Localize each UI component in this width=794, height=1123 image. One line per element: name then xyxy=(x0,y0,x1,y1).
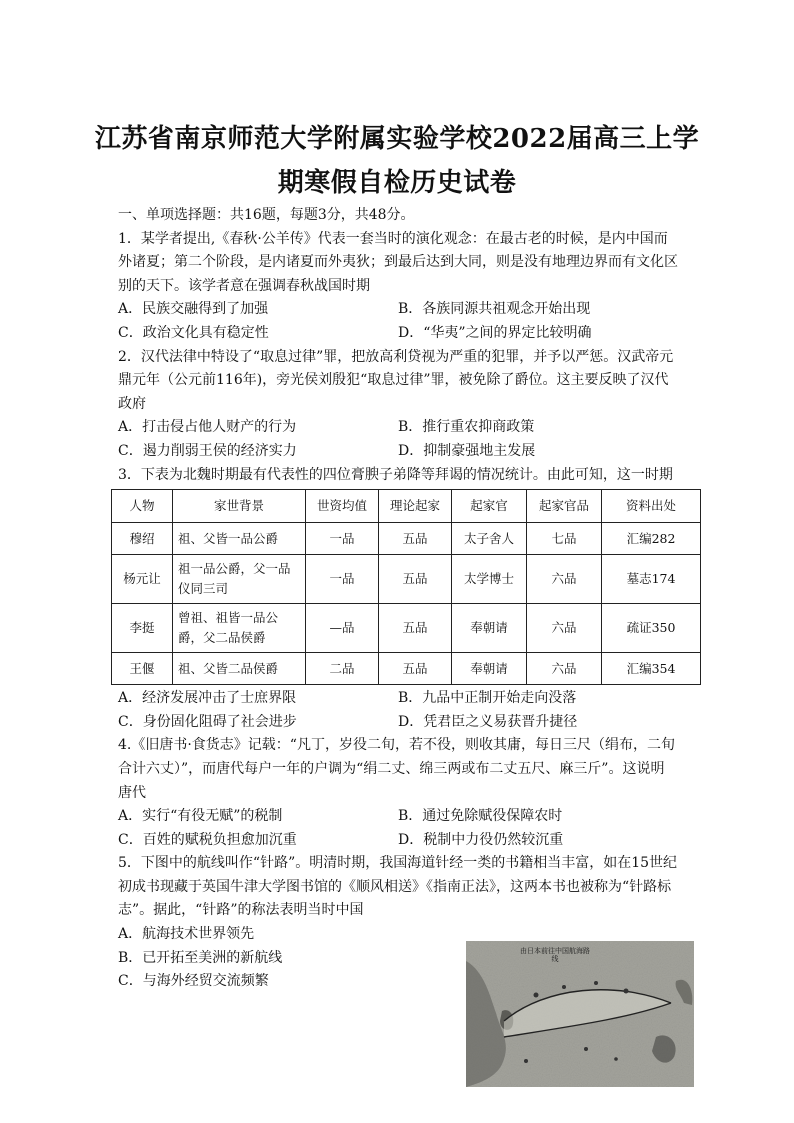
table-cell: 汇编354 xyxy=(602,653,701,685)
options xyxy=(118,298,678,345)
table-cell: 太子舍人 xyxy=(452,523,527,555)
table-row xyxy=(112,653,701,685)
option-b[interactable]: B．通过免除赋役保障农时 xyxy=(398,808,563,825)
option-d[interactable]: D．抑制豪强地主发展 xyxy=(398,442,536,459)
table-cell: 五品 xyxy=(379,555,452,604)
table-cell: 汇编282 xyxy=(602,523,701,555)
question-3 xyxy=(118,464,678,735)
question-2 xyxy=(118,346,678,464)
question-stem: 1．某学者提出,《春秋·公羊传》代表一套当时的演化观念：在最古老的时候，是内中国而外诸夏；第二个阶段，是内诸夏而外夷狄；到最后达到大同，则是没有地理边界而有文化区别的天下。该学者意在强调春秋战国时期 xyxy=(118,230,678,294)
table-header: 世资均值 xyxy=(306,490,379,523)
table-cell: —品 xyxy=(306,604,379,653)
table-cell: 六品 xyxy=(527,555,602,604)
data-table xyxy=(111,489,701,685)
table-cell: 墓志174 xyxy=(602,555,701,604)
table-cell: 李挺 xyxy=(112,604,173,653)
table-cell: 一品 xyxy=(306,555,379,604)
option-d[interactable]: D．税制中力役仍然较沉重 xyxy=(398,831,564,848)
table-header: 家世背景 xyxy=(173,490,306,523)
table-cell: 五品 xyxy=(379,653,452,685)
table-cell: 六品 xyxy=(527,604,602,653)
options xyxy=(118,416,678,463)
table-cell: 曾祖、祖皆一品公爵，父二品侯爵 xyxy=(173,604,306,653)
option-c[interactable]: C．百姓的赋税负担愈加沉重 xyxy=(118,831,297,848)
table-row xyxy=(112,523,701,555)
table-cell: 奉朝请 xyxy=(452,604,527,653)
table-cell: 奉朝请 xyxy=(452,653,527,685)
option-a[interactable]: A．打击侵占他人财产的行为 xyxy=(118,419,297,436)
option-a[interactable]: A．经济发展冲击了士庶界限 xyxy=(118,690,297,707)
table-header: 人物 xyxy=(112,490,173,523)
option-c[interactable]: C．政治文化具有稳定性 xyxy=(118,324,269,341)
option-d[interactable]: D．凭君臣之义易获晋升捷径 xyxy=(398,713,578,730)
table-row xyxy=(112,604,701,653)
table-cell: 祖、父皆一品公爵 xyxy=(173,523,306,555)
sea-route-map xyxy=(466,941,694,1087)
option-b[interactable]: B．九品中正制开始走向没落 xyxy=(398,690,577,707)
table-header: 资料出处 xyxy=(602,490,701,523)
table-header: 理论起家 xyxy=(379,490,452,523)
table-cell: 二品 xyxy=(306,653,379,685)
option-b[interactable]: B．推行重农抑商政策 xyxy=(398,419,535,436)
table-cell: 杨元让 xyxy=(112,555,173,604)
option-b[interactable]: B．各族同源共祖观念开始出现 xyxy=(398,301,591,318)
question-stem: 2．汉代法律中特设了“取息过律”罪，把放高利贷视为严重的犯罪，并予以严惩。汉武帝元鼎元年（公元前116年)，旁光侯刘殷犯“取息过律”罪，被免除了爵位。这主要反映了汉代政府 xyxy=(118,348,674,412)
question-stem: 4.《旧唐书·食货志》记载：“凡丁，岁役二旬，若不役，则收其庸，每日三尺（绢布，二旬合计六丈）”，而唐代每户一年的户调为“绢二丈、绵三两或布二丈五尺、麻三斤”。这说明唐代 xyxy=(118,737,675,801)
table-cell: 祖、父皆二品侯爵 xyxy=(173,653,306,685)
option-a[interactable]: A．航海技术世界领先 xyxy=(118,926,255,943)
document-title-line1: 江苏省南京师范大学附属实验学校2022届高三上学 xyxy=(94,124,700,154)
table-cell: 一品 xyxy=(306,523,379,555)
option-a[interactable]: A．实行“有役无赋”的税制 xyxy=(118,808,283,825)
question-stem: 5．下图中的航线叫作“针路”。明清时期，我国海道针经一类的书籍相当丰富，如在15世纪初成书现藏于英国牛津大学图书馆的《顺风相送》《指南正法》，这两本书也被称为“针路标志”。据此，“针路”的称法表明当时中国 xyxy=(118,855,678,919)
exam-content xyxy=(118,204,678,994)
table-cell: 五品 xyxy=(379,523,452,555)
options xyxy=(118,687,678,734)
table-cell: 王偃 xyxy=(112,653,173,685)
table-cell: 七品 xyxy=(527,523,602,555)
section-heading: 一、单项选择题：共16题，每题3分，共48分。 xyxy=(118,207,415,223)
map-label: 由日本前往中国航海路线 xyxy=(520,947,590,963)
question-stem: 3．下表为北魏时期最有代表性的四位膏腴子弟降等拜谒的情况统计。由此可知，这一时期 xyxy=(118,466,673,483)
table-header: 起家官品 xyxy=(527,490,602,523)
option-c[interactable]: C．身份固化阻碍了社会进步 xyxy=(118,713,297,730)
table-header: 起家官 xyxy=(452,490,527,523)
question-4 xyxy=(118,734,678,852)
table-cell: 五品 xyxy=(379,604,452,653)
document-title-line2: 期寒假自检历史试卷 xyxy=(277,168,517,198)
option-a[interactable]: A．民族交融得到了加强 xyxy=(118,301,269,318)
option-b[interactable]: B．已开拓至美洲的新航线 xyxy=(118,949,283,966)
option-d[interactable]: D．“华夷”之间的界定比较明确 xyxy=(398,324,592,341)
table-cell: 太学博士 xyxy=(452,555,527,604)
table-cell: 祖一品公爵，父一品仪同三司 xyxy=(173,555,306,604)
options xyxy=(118,805,678,852)
option-c[interactable]: C．与海外经贸交流频繁 xyxy=(118,973,269,990)
table-row xyxy=(112,555,701,604)
table-header-row xyxy=(112,490,701,523)
table-cell: 穆绍 xyxy=(112,523,173,555)
option-c[interactable]: C．遏力削弱王侯的经济实力 xyxy=(118,442,297,459)
table-cell: 六品 xyxy=(527,653,602,685)
table-cell: 疏证350 xyxy=(602,604,701,653)
question-1 xyxy=(118,228,678,346)
